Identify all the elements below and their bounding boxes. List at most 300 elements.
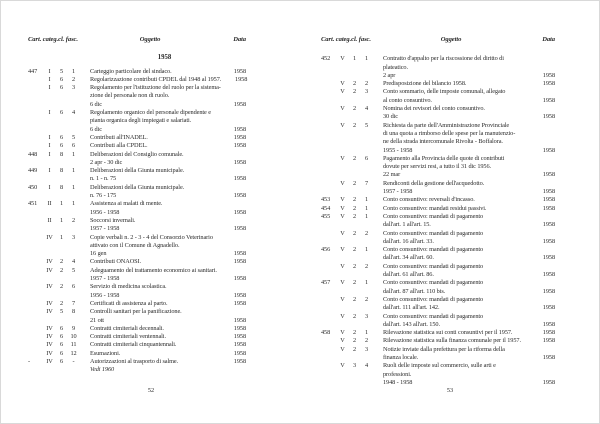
categoria: V — [340, 179, 345, 187]
classe — [56, 225, 67, 233]
data-value: 1958 — [233, 142, 246, 150]
cart-number — [321, 130, 336, 138]
fascicolo: 1 — [364, 55, 369, 63]
classe: 2 — [352, 345, 357, 353]
oggetto-text: Deliberazioni del Consiglio comunale. — [90, 150, 184, 158]
oggetto-text: Conto consuntivo: mandati di pagamento — [383, 295, 484, 303]
categoria — [336, 163, 349, 171]
data-value: 1958 — [542, 188, 555, 196]
cart-number — [28, 267, 43, 275]
data-value: 1958 — [542, 304, 555, 312]
oggetto-text: Notizie inviate dalla prefettura per la riforma della — [383, 345, 505, 353]
oggetto-text: Assistenza ai malati di mente. — [90, 200, 163, 208]
oggetto-text: Regolarizzazione contributi CPDEL dal 1948 al 1957. — [90, 75, 222, 83]
entry-row — [321, 279, 555, 287]
oggetto-text: dall'art. 111 all'art. 142. — [383, 304, 440, 312]
classe — [349, 321, 360, 329]
oggetto-text: n. 76 - 175 — [90, 192, 117, 200]
classe — [56, 126, 67, 134]
data-value: 1958 — [542, 113, 555, 121]
categoria: II — [47, 200, 52, 208]
classe — [349, 130, 360, 138]
data-value: 1958 — [233, 333, 246, 341]
data-value — [529, 138, 555, 146]
cart-number — [321, 288, 336, 296]
cart-number — [28, 117, 43, 125]
cart-number — [321, 88, 336, 96]
data-value — [220, 184, 246, 192]
classe — [349, 97, 360, 105]
cart-number — [321, 171, 336, 179]
data-value: 1958 — [233, 275, 246, 283]
fascicolo — [67, 317, 80, 325]
data-value: 1958 — [233, 192, 246, 200]
categoria — [43, 117, 56, 125]
entry-row — [28, 225, 246, 233]
cart-number — [321, 271, 336, 279]
entry-row — [28, 175, 246, 183]
fascicolo: 1 — [364, 246, 369, 254]
categoria — [43, 242, 56, 250]
oggetto-text: Conto consuntivo: mandati di pagamento — [383, 279, 484, 287]
entry-row — [321, 263, 555, 271]
entry-row — [28, 68, 246, 76]
oggetto-text: 1957 - 1958 — [90, 225, 120, 233]
cart-number — [28, 76, 43, 84]
classe: 8 — [59, 183, 64, 191]
oggetto-text: Conto consuntivo: mandati di pagamento — [383, 262, 484, 270]
entry-row — [321, 196, 555, 204]
fascicolo: 3 — [364, 88, 369, 96]
fascicolo: 1 — [71, 167, 76, 175]
oggetto-text: Conto consuntivo: mandati di pagamento — [383, 312, 484, 320]
cart-number — [321, 304, 336, 312]
entry-row — [321, 105, 555, 113]
fascicolo — [67, 225, 80, 233]
classe: 1 — [59, 216, 64, 224]
categoria: I — [48, 183, 51, 191]
cart-number — [28, 175, 43, 183]
oggetto-text: dovute per servizi resi, a tutto il 31 dic 1956. — [383, 163, 491, 171]
fascicolo — [360, 379, 373, 387]
categoria: IV — [46, 283, 53, 291]
cart-number — [321, 346, 336, 354]
fascicolo — [67, 175, 80, 183]
data-value — [529, 213, 555, 221]
fascicolo: 2 — [71, 75, 76, 83]
cart-number — [321, 354, 336, 362]
classe: 6 — [59, 349, 64, 357]
data-value: 1958 — [542, 237, 555, 245]
categoria — [43, 192, 56, 200]
entry-row — [321, 230, 555, 238]
fascicolo — [67, 242, 80, 250]
cart-number — [28, 258, 43, 266]
data-value: 1958 — [233, 208, 246, 216]
classe: 6 — [59, 75, 64, 83]
cart-number — [28, 92, 43, 100]
classe — [56, 250, 67, 258]
categoria — [43, 92, 56, 100]
categoria: V — [340, 88, 345, 96]
entry-row — [321, 130, 555, 138]
fascicolo — [360, 238, 373, 246]
data-value — [529, 263, 555, 271]
cart-number — [28, 308, 43, 316]
categoria: V — [340, 295, 345, 303]
oggetto-text: Conto consuntivo: mandati di pagamento — [383, 229, 484, 237]
entry-row — [321, 88, 555, 96]
entry-row — [28, 358, 246, 366]
entry-row — [321, 354, 555, 362]
classe — [349, 171, 360, 179]
categoria — [336, 238, 349, 246]
data-value: 1958 — [542, 171, 555, 179]
data-value — [220, 308, 246, 316]
data-value: 1958 — [233, 125, 246, 133]
oggetto-text: Pagamento alla Provincia delle quote di contributi — [383, 154, 505, 162]
cart-number — [321, 238, 336, 246]
entry-row — [28, 200, 246, 208]
oggetto-text: Rilevazione statistica sulla finanza comunale per il 1957. — [383, 337, 521, 345]
data-value: 1958 — [233, 250, 246, 258]
classe — [56, 275, 67, 283]
oggetto-text: 6 dic — [90, 100, 102, 108]
classe: 5 — [59, 308, 64, 316]
categoria: V — [340, 312, 345, 320]
oggetto-text: Conto sommario, delle imposte comunali, allegato — [383, 88, 506, 96]
classe — [56, 242, 67, 250]
cart-number: 452 — [321, 55, 331, 63]
cart-number: 449 — [28, 167, 38, 175]
entry-row — [321, 180, 555, 188]
cart-number — [28, 250, 43, 258]
oggetto-text: n. 1 - n. 75 — [90, 175, 117, 183]
table-header-right — [321, 36, 555, 44]
entry-row — [28, 217, 246, 225]
oggetto-text: Regolamento organico del personale dipendente e — [90, 109, 211, 117]
page-number-left: 52 — [147, 387, 155, 394]
oggetto-text: Vedi 1960 — [90, 366, 115, 374]
classe — [349, 238, 360, 246]
oggetto-text: 21 ott — [90, 316, 104, 324]
oggetto-text: finanza locale. — [383, 353, 419, 361]
entry-row — [28, 300, 246, 308]
cart-number — [321, 296, 336, 304]
oggetto-text: Contributi alla CPDEL. — [90, 142, 148, 150]
oggetto-text: Rilevazione statistica sui conti consuntivi per il 1957. — [383, 329, 513, 337]
cart-number — [321, 188, 336, 196]
categoria: IV — [46, 299, 53, 307]
column-header-refs: Cart. categ.cl. fasc. — [321, 36, 371, 43]
data-value — [220, 109, 246, 117]
cart-number — [321, 113, 336, 121]
categoria — [43, 159, 56, 167]
data-value — [220, 283, 246, 291]
fascicolo: - — [72, 357, 75, 365]
classe: 5 — [59, 67, 64, 75]
cart-number: 451 — [28, 200, 38, 208]
entry-row — [321, 288, 555, 296]
entry-row — [321, 346, 555, 354]
oggetto-text: zione del personale non di ruolo. — [90, 92, 170, 100]
cart-number: 456 — [321, 246, 331, 254]
fascicolo — [67, 209, 80, 217]
categoria: I — [48, 150, 51, 158]
entry-row — [28, 84, 246, 92]
oggetto-text: 16 gen — [90, 250, 107, 258]
classe: 2 — [352, 337, 357, 345]
entry-row — [28, 317, 246, 325]
oggetto-text: Contratti cimiteriali ventennali. — [90, 333, 166, 341]
cart-number — [28, 209, 43, 217]
cart-number — [321, 72, 336, 80]
data-value — [220, 92, 246, 100]
classe: 8 — [59, 150, 64, 158]
classe: 3 — [352, 362, 357, 370]
entry-row — [321, 246, 555, 254]
data-value: 1958 — [542, 329, 555, 337]
data-value: 1958 — [233, 316, 246, 324]
entry-row — [321, 171, 555, 179]
classe — [349, 379, 360, 387]
categoria: V — [340, 362, 345, 370]
data-value — [529, 346, 555, 354]
cart-number — [321, 122, 336, 130]
categoria: IV — [46, 333, 53, 341]
entry-row — [28, 151, 246, 159]
cart-number — [321, 105, 336, 113]
classe: 2 — [352, 212, 357, 220]
fascicolo — [360, 147, 373, 155]
entry-row — [28, 109, 246, 117]
fascicolo — [67, 250, 80, 258]
oggetto-text: dall'art. 143 all'art. 150. — [383, 320, 440, 328]
categoria — [336, 113, 349, 121]
data-value: 1958 — [233, 324, 246, 332]
cart-number — [321, 163, 336, 171]
fascicolo — [360, 221, 373, 229]
fascicolo: 1 — [71, 183, 76, 191]
oggetto-text: plateatico. — [383, 63, 408, 71]
classe: 8 — [59, 167, 64, 175]
classe — [56, 209, 67, 217]
data-value: 1958 — [233, 100, 246, 108]
oggetto-text: Nomina dei revisori del conto consuntivo. — [383, 105, 485, 113]
oggetto-text: 2 apr - 30 dic — [90, 158, 123, 166]
entry-row — [28, 267, 246, 275]
data-value — [220, 167, 246, 175]
data-value: 1958 — [233, 357, 246, 365]
classe: 2 — [352, 246, 357, 254]
fascicolo: 6 — [71, 142, 76, 150]
categoria — [43, 292, 56, 300]
fascicolo: 2 — [364, 229, 369, 237]
fascicolo: 5 — [364, 121, 369, 129]
classe — [349, 147, 360, 155]
data-value — [529, 180, 555, 188]
entry-row — [28, 76, 246, 84]
fascicolo — [360, 288, 373, 296]
fascicolo: 1 — [71, 200, 76, 208]
fascicolo: 3 — [364, 345, 369, 353]
categoria: IV — [46, 258, 53, 266]
data-value — [529, 88, 555, 96]
fascicolo — [360, 171, 373, 179]
entry-row — [28, 333, 246, 341]
cart-number — [28, 275, 43, 283]
fascicolo: 6 — [71, 283, 76, 291]
categoria — [336, 72, 349, 80]
classe: 6 — [59, 357, 64, 365]
categoria: V — [340, 262, 345, 270]
oggetto-text: 1948 - 1958 — [383, 378, 413, 386]
oggetto-text: Deliberazioni della Giunta municipale. — [90, 167, 185, 175]
oggetto-text: Adeguamento del trattamento economico ai sanitari. — [90, 266, 217, 274]
fascicolo — [67, 126, 80, 134]
fascicolo: 2 — [71, 216, 76, 224]
classe: 2 — [59, 266, 64, 274]
fascicolo — [360, 72, 373, 80]
fascicolo: 1 — [364, 329, 369, 337]
data-value: 1958 — [233, 258, 246, 266]
entry-row — [321, 304, 555, 312]
oggetto-text: Copie verbali n. 2 - 3 - 4 del Consorzio Veterinario — [90, 233, 213, 241]
classe — [349, 138, 360, 146]
fascicolo — [360, 188, 373, 196]
entry-row — [321, 113, 555, 121]
entry-row — [28, 159, 246, 167]
classe — [349, 113, 360, 121]
entry-row — [321, 80, 555, 88]
oggetto-text: professioni. — [383, 370, 412, 378]
column-header-data: Data — [542, 36, 555, 43]
oggetto-text: 2 apr — [383, 71, 396, 79]
entry-row — [321, 221, 555, 229]
classe — [56, 175, 67, 183]
categoria — [336, 254, 349, 262]
cart-number — [28, 317, 43, 325]
cart-number — [28, 234, 43, 242]
column-header-data: Data — [233, 36, 246, 43]
oggetto-text: Soccorsi invernali. — [90, 216, 136, 224]
categoria — [336, 171, 349, 179]
categoria: IV — [46, 349, 53, 357]
categoria — [43, 225, 56, 233]
cart-number — [28, 142, 43, 150]
fascicolo — [360, 97, 373, 105]
entry-row — [321, 379, 555, 387]
cart-number — [321, 97, 336, 105]
entry-row — [321, 97, 555, 105]
fascicolo: 1 — [71, 150, 76, 158]
oggetto-text: di una quota a rimborso delle spese per la manutenzio- — [383, 129, 516, 137]
oggetto-text: Conto consuntivo: reversali d'incasso. — [383, 196, 475, 204]
cart-number — [28, 217, 43, 225]
oggetto-text: Contributi all'INADEL. — [90, 133, 148, 141]
classe — [349, 288, 360, 296]
oggetto-text: Rendiconti della gestione dell'acquedotto. — [383, 179, 485, 187]
entry-row — [28, 234, 246, 242]
entry-row — [28, 184, 246, 192]
classe: 2 — [352, 229, 357, 237]
fascicolo: 7 — [71, 299, 76, 307]
oggetto-text: pianta organica degli impiegati e salariati. — [90, 117, 192, 125]
categoria — [336, 147, 349, 155]
data-value: 1958 — [542, 353, 555, 361]
oggetto-text: dall'art. 87 all'art. 110 bis. — [383, 287, 446, 295]
categoria: V — [340, 329, 345, 337]
classe: 6 — [59, 333, 64, 341]
cart-number — [321, 180, 336, 188]
categoria: I — [48, 167, 51, 175]
categoria — [43, 126, 56, 134]
classe — [349, 188, 360, 196]
entry-row — [321, 254, 555, 262]
cart-number — [28, 159, 43, 167]
classe: 2 — [59, 258, 64, 266]
cart-number — [28, 84, 43, 92]
page-number-right: 53 — [446, 387, 454, 394]
fascicolo: 5 — [71, 266, 76, 274]
data-value: 1958 — [542, 146, 555, 154]
data-value: 1958 — [233, 299, 246, 307]
fascicolo: 2 — [364, 337, 369, 345]
categoria: V — [340, 80, 345, 88]
entry-row — [28, 292, 246, 300]
entry-row — [28, 350, 246, 358]
entries-list-left — [28, 68, 246, 375]
categoria: V — [340, 229, 345, 237]
data-value: 1958 — [542, 287, 555, 295]
column-header-oggetto: Oggetto — [139, 36, 161, 43]
page-left — [1, 1, 301, 423]
data-value — [220, 217, 246, 225]
table-header-left — [28, 36, 246, 44]
oggetto-text: attivato con il Comune di Agnadello. — [90, 241, 180, 249]
classe: 2 — [352, 105, 357, 113]
data-value: 1958 — [233, 67, 246, 75]
oggetto-text: Ruoli delle imposte sul commercio, sulle arti e — [383, 362, 496, 370]
column-header-oggetto: Oggetto — [440, 36, 462, 43]
fascicolo — [360, 321, 373, 329]
entry-row — [321, 238, 555, 246]
entry-row — [28, 325, 246, 333]
entry-row — [321, 271, 555, 279]
entry-row — [28, 101, 246, 109]
cart-number — [321, 313, 336, 321]
classe — [56, 366, 67, 374]
categoria: V — [340, 212, 345, 220]
classe: 2 — [352, 121, 357, 129]
categoria — [336, 354, 349, 362]
entry-row — [321, 213, 555, 221]
categoria — [43, 366, 56, 374]
data-value — [529, 279, 555, 287]
fascicolo: 12 — [70, 349, 77, 357]
classe: 2 — [352, 88, 357, 96]
cart-number — [28, 333, 43, 341]
classe: 2 — [352, 196, 357, 204]
cart-number — [28, 101, 43, 109]
fascicolo: 4 — [364, 105, 369, 113]
fascicolo: 1 — [364, 212, 369, 220]
fascicolo — [360, 130, 373, 138]
data-value — [529, 163, 555, 171]
fascicolo: 1 — [364, 196, 369, 204]
fascicolo: 9 — [71, 324, 76, 332]
entry-row — [321, 321, 555, 329]
